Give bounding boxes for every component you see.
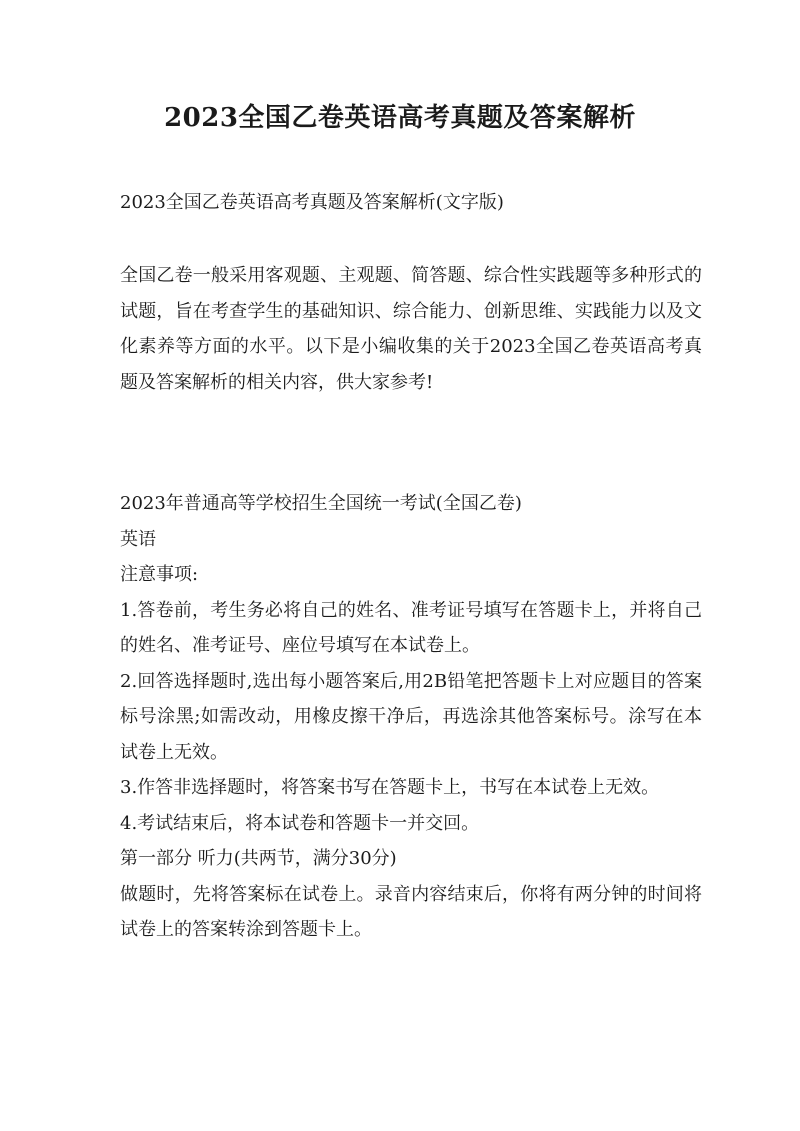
notice-item-4: 4.考试结束后，将本试卷和答题卡一并交回。: [120, 812, 480, 834]
part-one-heading: 第一部分 听力(共两节，满分30分): [120, 848, 397, 869]
notice-item-2: 2.回答选择题时,选出每小题答案后,用2B铅笔把答题卡上对应题目的答案标号涂黑;如需改动，用橡皮擦干净后，再选涂其他答案标号。涂写在本试卷上无效。: [120, 670, 702, 763]
document-subtitle: 2023全国乙卷英语高考真题及答案解析(文字版): [120, 192, 504, 213]
part-one-instructions: 做题时，先将答案标在试卷上。录音内容结束后，你将有两分钟的时间将试卷上的答案转涂到答题卡上。: [120, 883, 702, 940]
notice-item-3: 3.作答非选择题时，将答案书写在答题卡上，书写在本试卷上无效。: [120, 777, 660, 798]
intro-paragraph: 全国乙卷一般采用客观题、主观题、简答题、综合性实践题等多种形式的试题，旨在考查学生的基础知识、综合能力、创新思维、实践能力以及文化素养等方面的水平。以下是小编收集的关于2023全国乙卷英语高考真题及答案解析的相关内容，供大家参考!: [120, 265, 702, 393]
document-title: 2023全国乙卷英语高考真题及答案解析: [164, 103, 636, 133]
notice-item-1: 1.答卷前，考生务必将自己的姓名、准考证号填写在答题卡上，并将自己的姓名、准考证号、座位号填写在本试卷上。: [120, 599, 702, 656]
subject-label: 英语: [120, 528, 156, 550]
exam-body: [120, 486, 702, 948]
exam-title: 2023年普通高等学校招生全国统一考试(全国乙卷): [120, 493, 522, 514]
notice-heading: 注意事项:: [120, 564, 199, 585]
